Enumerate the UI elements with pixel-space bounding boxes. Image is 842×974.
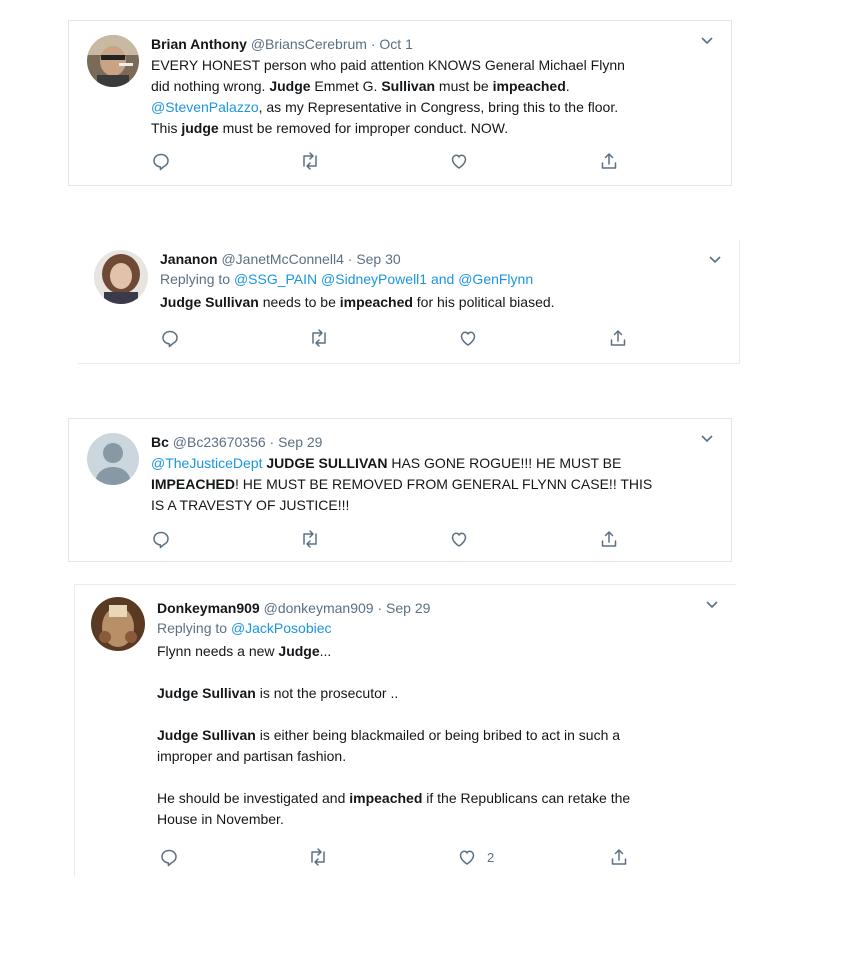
text-segment: Emmet G.: [310, 78, 382, 94]
text-segment: EVERY HONEST person who paid attention KNOWS General Michael Flynn: [151, 57, 625, 73]
text-segment: IS A TRAVESTY OF JUSTICE!!!: [151, 497, 350, 513]
like-button[interactable]: [449, 529, 469, 549]
text-segment: is not the prosecutor ..: [255, 685, 399, 701]
replying-prefix: Replying to: [157, 620, 231, 636]
bold-text: Judge Sullivan: [157, 727, 256, 743]
tweet-line: [151, 495, 707, 516]
text-segment: HAS GONE ROGUE!!! HE MUST BE: [387, 455, 622, 471]
text-segment: ! HE MUST BE REMOVED FROM GENERAL FLYNN CASE!! THIS: [235, 476, 653, 492]
tweet-header: [151, 35, 707, 53]
blank-line: [157, 767, 712, 788]
tweet-date[interactable]: Sep 29: [386, 600, 431, 616]
text-segment: .: [565, 78, 570, 94]
retweet-icon: [299, 529, 321, 549]
like-button[interactable]: [458, 328, 478, 348]
tweet-date[interactable]: Sep 29: [278, 434, 323, 450]
separator: ·: [373, 600, 387, 616]
like-button[interactable]: [457, 847, 494, 867]
reply-button[interactable]: [159, 847, 179, 867]
replying-mentions[interactable]: @SSG_PAIN @SidneyPowell1 and @GenFlynn: [233, 271, 534, 287]
separator: ·: [265, 434, 279, 450]
text-segment: improper and partisan fashion.: [157, 748, 347, 764]
share-icon: [609, 847, 629, 867]
mention-link[interactable]: @StevenPalazzo: [151, 99, 259, 115]
tweet-actions: [151, 529, 631, 551]
reply-icon: [151, 529, 171, 549]
tweet-text: [160, 292, 715, 313]
retweet-icon: [308, 328, 330, 348]
tweet-line: [151, 97, 707, 118]
bold-text: Judge: [269, 78, 311, 94]
tweet-line: [151, 474, 707, 495]
tweet-card[interactable]: [74, 584, 736, 876]
bold-text: Sullivan: [381, 78, 436, 94]
reply-button[interactable]: [151, 529, 171, 549]
share-button[interactable]: [609, 847, 629, 867]
tweet-text: [157, 641, 712, 830]
user-handle[interactable]: @BriansCerebrum: [250, 36, 367, 52]
tweet-text: [151, 453, 707, 516]
tweet-date[interactable]: Oct 1: [379, 36, 413, 52]
bold-text: JUDGE SULLIVAN: [266, 455, 388, 471]
caret-down-icon[interactable]: [701, 37, 713, 45]
share-button[interactable]: [608, 328, 628, 348]
text-segment: Flynn needs a new: [157, 643, 279, 659]
caret-down-icon[interactable]: [706, 601, 718, 609]
user-name[interactable]: Donkeyman909: [157, 600, 260, 616]
tweet-header: [157, 599, 712, 617]
share-icon: [599, 529, 619, 549]
retweet-button[interactable]: [307, 847, 329, 867]
tweet-card[interactable]: [68, 20, 732, 186]
blank-line: [157, 704, 712, 725]
tweet-line: [157, 788, 712, 809]
retweet-button[interactable]: [299, 151, 321, 171]
text-segment: for his political biased.: [412, 294, 555, 310]
text-segment: needs to be: [258, 294, 340, 310]
tweet-line: [157, 725, 712, 746]
share-icon: [599, 151, 619, 171]
retweet-icon: [307, 847, 329, 867]
separator: ·: [366, 36, 380, 52]
text-segment: must be: [435, 78, 493, 94]
reply-button[interactable]: [160, 328, 180, 348]
text-segment: He should be investigated and: [157, 790, 350, 806]
tweet-card[interactable]: [68, 418, 732, 562]
tweet-line: [157, 641, 712, 662]
tweet-line: [160, 292, 715, 313]
bold-text: Judge: [278, 643, 320, 659]
tweet-actions: [151, 151, 631, 173]
share-button[interactable]: [599, 529, 619, 549]
text-segment: did nothing wrong.: [151, 78, 270, 94]
reply-icon: [151, 151, 171, 171]
bold-text: Judge Sullivan: [157, 685, 256, 701]
tweet-text: [151, 55, 707, 139]
user-name[interactable]: Bc: [151, 434, 169, 450]
text-segment: This: [151, 120, 182, 136]
bold-text: IMPEACHED: [151, 476, 236, 492]
avatar[interactable]: [87, 433, 139, 485]
mention-link[interactable]: @TheJusticeDept: [151, 455, 263, 471]
avatar[interactable]: [91, 597, 145, 651]
tweet-header: [160, 250, 715, 268]
retweet-button[interactable]: [299, 529, 321, 549]
like-icon: [449, 529, 469, 549]
retweet-icon: [299, 151, 321, 171]
tweet-line: [157, 809, 712, 830]
tweet-card[interactable]: [78, 240, 740, 364]
text-segment: ...: [319, 643, 332, 659]
text-segment: if the Republicans can retake the: [422, 790, 631, 806]
caret-down-icon[interactable]: [709, 256, 721, 264]
tweet-actions: [159, 847, 639, 869]
bold-text: impeached: [349, 790, 423, 806]
replying-to: [160, 268, 715, 290]
tweet-line: [157, 683, 712, 704]
avatar[interactable]: [87, 35, 139, 87]
bold-text: judge: [181, 120, 219, 136]
tweet-line: [157, 746, 712, 767]
text-segment: , as my Representative in Congress, bring this to the floor.: [258, 99, 619, 115]
tweet-line: [151, 118, 707, 139]
user-name[interactable]: Jananon: [160, 251, 218, 267]
user-handle[interactable]: @JanetMcConnell4: [221, 251, 344, 267]
separator: ·: [343, 251, 357, 267]
tweet-line: [151, 453, 707, 474]
share-icon: [608, 328, 628, 348]
like-icon: [449, 151, 469, 171]
user-handle[interactable]: @Bc23670356: [172, 434, 266, 450]
bold-text: impeached: [339, 294, 413, 310]
user-name[interactable]: Brian Anthony: [151, 36, 247, 52]
caret-down-icon[interactable]: [701, 435, 713, 443]
reply-button[interactable]: [151, 151, 171, 171]
like-icon: [457, 847, 477, 867]
replying-mentions[interactable]: @JackPosobiec: [230, 620, 332, 636]
avatar[interactable]: [94, 250, 148, 304]
retweet-button[interactable]: [308, 328, 330, 348]
tweet-line: [151, 76, 707, 97]
tweet-date[interactable]: Sep 30: [356, 251, 401, 267]
tweet-header: [151, 433, 707, 451]
bold-text: impeached: [492, 78, 566, 94]
text-segment: House in November.: [157, 811, 284, 827]
like-count: 2: [487, 849, 495, 865]
text-segment: is either being blackmailed or being bribed to act in such a: [255, 727, 621, 743]
like-icon: [458, 328, 478, 348]
text-segment: must be removed for improper conduct. NOW.: [218, 120, 509, 136]
user-handle[interactable]: @donkeyman909: [263, 600, 374, 616]
tweet-actions: [160, 328, 640, 350]
blank-line: [157, 662, 712, 683]
like-button[interactable]: [449, 151, 469, 171]
replying-prefix: Replying to: [160, 271, 234, 287]
bold-text: Judge Sullivan: [160, 294, 259, 310]
tweet-line: [151, 55, 707, 76]
reply-icon: [160, 328, 180, 348]
share-button[interactable]: [599, 151, 619, 171]
replying-to: [157, 617, 712, 639]
reply-icon: [159, 847, 179, 867]
